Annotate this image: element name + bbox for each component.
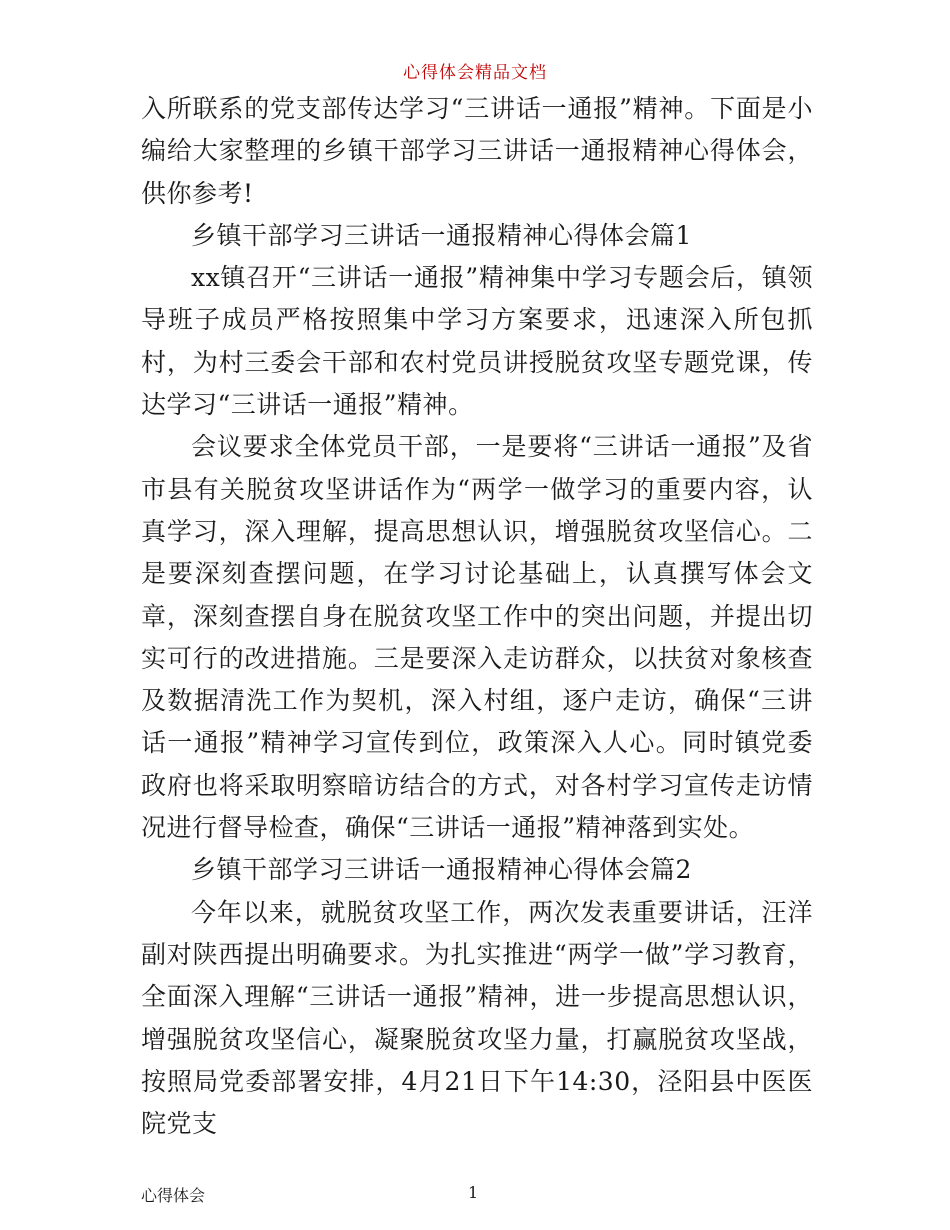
paragraph-intro: 入所联系的党支部传达学习“三讲话一通报”精神。下面是小编给大家整理的乡镇干部学习三讲话一通报精神心得体会，供你参考! xyxy=(141,94,813,208)
section-heading-1: 乡镇干部学习三讲话一通报精神心得体会篇1 xyxy=(191,220,692,250)
paragraph-section1-b: 会议要求全体党员干部，一是要将“三讲话一通报”及省市县有关脱贫攻坚讲话作为“两学一做学习的重要内容，认真学习，深入理解，提高思想认识，增强脱贫攻坚信心。二是要深刻查摆问题，在学习讨论基础上，认真撰写体会文章，深刻查摆自身在脱贫攻坚工作中的突出问题，并提出切实可行的改进措施。三是要深入走访群众，以扶贫对象核查及数据清洗工作为契机，深入村组，逐户走访，确保“三讲话一通报”精神学习宣传到位，政策深入人心。同时镇党委政府也将采取明察暗访结合的方式，对各村学习宣传走访情况进行督导检查，确保“三讲话一通报”精神落到实处。 xyxy=(141,432,813,843)
paragraph-section1-a: xx镇召开“三讲话一通报”精神集中学习专题会后，镇领导班子成员严格按照集中学习方案要求，迅速深入所包抓村，为村三委会干部和农村党员讲授脱贫攻坚专题党课，传达学习“三讲话一通报”精神。 xyxy=(141,263,813,420)
document-body xyxy=(141,88,813,1145)
footer-label: 心得体会 xyxy=(141,1186,206,1205)
page-number: 1 xyxy=(468,1183,479,1202)
paragraph-section2-a: 今年以来，就脱贫攻坚工作，两次发表重要讲话，汪洋副对陕西提出明确要求。为扎实推进“两学一做”学习教育，全面深入理解“三讲话一通报”精神，进一步提高思想认识，增强脱贫攻坚信心，凝聚脱贫攻坚力量，打赢脱贫攻坚战，按照局党委部署安排，4月21日下午14:30，泾阳县中医医院党支 xyxy=(141,897,813,1139)
page-header-title: 心得体会精品文档 xyxy=(403,63,547,83)
section-heading-2: 乡镇干部学习三讲话一通报精神心得体会篇2 xyxy=(191,855,692,885)
